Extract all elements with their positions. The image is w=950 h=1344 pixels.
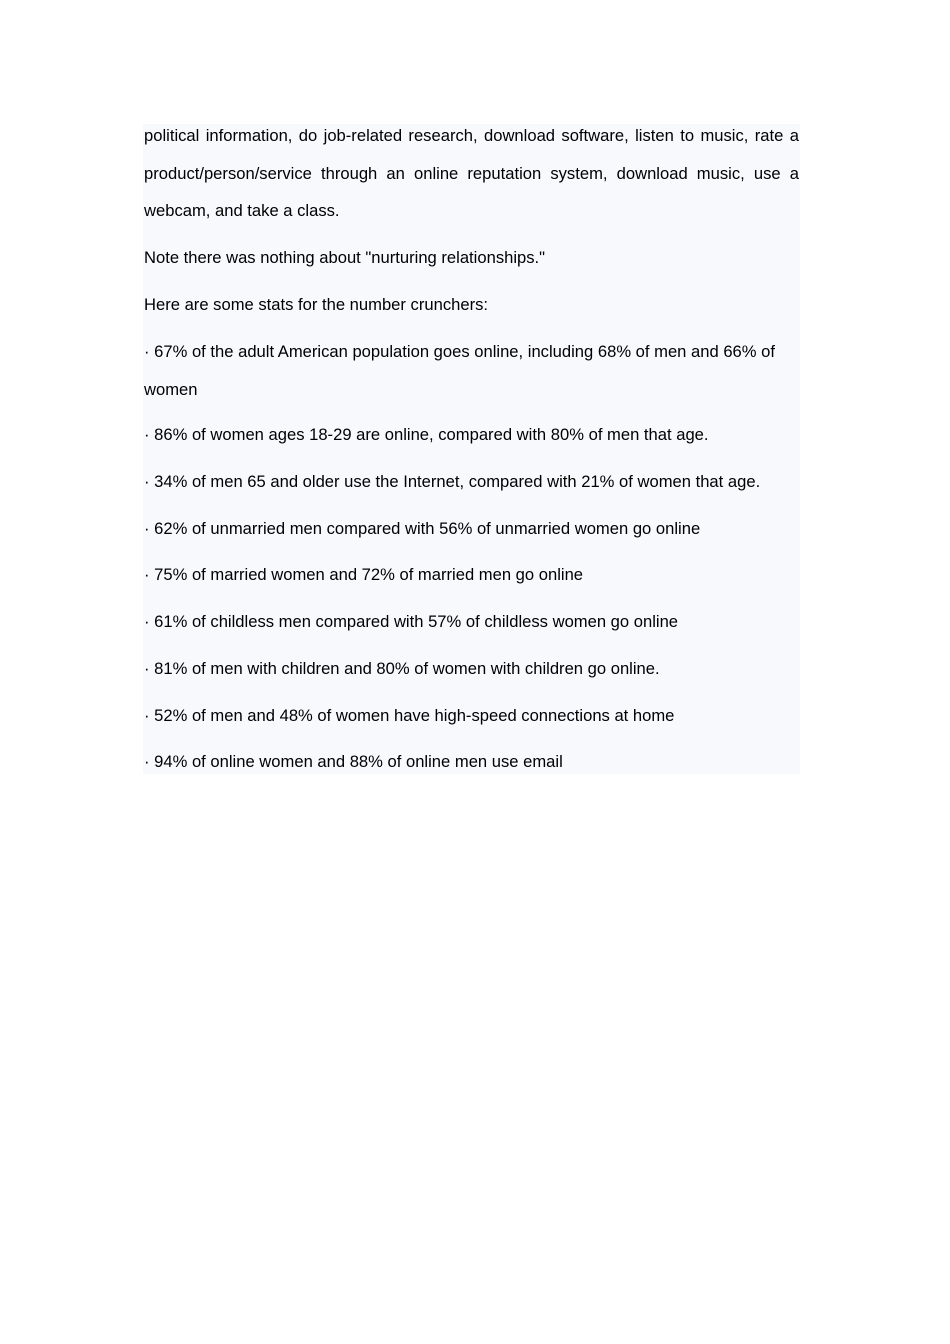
stat-bullet: · 62% of unmarried men compared with 56% of unmarried women go online xyxy=(144,519,701,538)
stat-bullet: · 94% of online women and 88% of online men use email xyxy=(144,752,563,771)
stat-bullet: · 86% of women ages 18-29 are online, compared with 80% of men that age. xyxy=(144,425,709,444)
stat-bullet: · 61% of childless men compared with 57% of childless women go online xyxy=(144,612,679,631)
note-paragraph: Note there was nothing about "nurturing relationships." xyxy=(144,248,546,267)
stat-bullet: · 52% of men and 48% of women have high-speed connections at home xyxy=(144,706,675,725)
stat-bullet: · 67% of the adult American population goes online, including 68% of men and 66% of women xyxy=(144,342,775,399)
stat-bullet: · 81% of men with children and 80% of women with children go online. xyxy=(144,659,660,678)
stat-bullet: · 75% of married women and 72% of married men go online xyxy=(144,565,584,584)
intro-paragraph: political information, do job-related research, download software, listen to music, rate a product/person/service through an online reputation system, download music, use a webcam, and take a class. xyxy=(144,126,799,220)
stat-bullet: · 34% of men 65 and older use the Internet, compared with 21% of women that age. xyxy=(144,472,761,491)
stats-intro-paragraph: Here are some stats for the number crunchers: xyxy=(144,295,489,314)
